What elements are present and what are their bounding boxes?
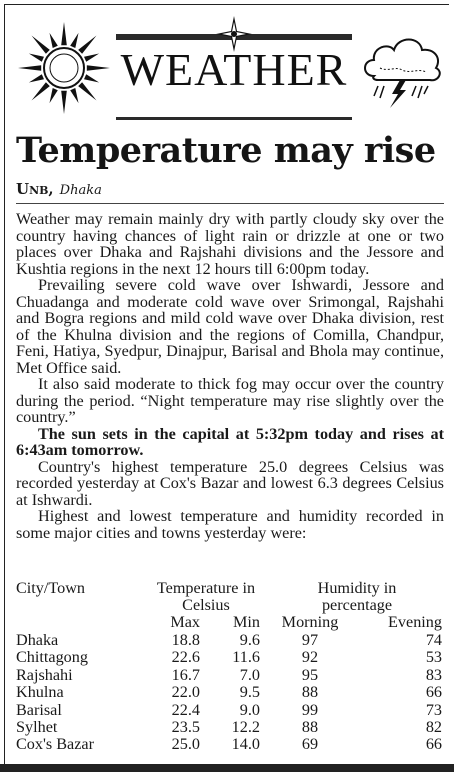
table-row: [16, 667, 444, 684]
masthead: [0, 0, 454, 118]
article-headline: Temperature may rise: [16, 130, 436, 171]
table-row: [16, 684, 444, 701]
cell-morning: 92: [301, 648, 319, 667]
cell-morning: 97: [301, 631, 319, 649]
paragraph: Weather may remain mainly dry with partly cloudy sky over the country having chances of light rain or drizzle at one or two places over Dhaka and Rajshahi divisions and the Jessore and Kushtia regions in the next 12 hours till 6:00pm today.: [16, 210, 444, 278]
table-row: [16, 736, 444, 753]
cell-morning: 88: [301, 717, 319, 736]
cell-city: Cox's Bazar: [16, 735, 94, 754]
col-min-header: Min: [233, 613, 260, 631]
cell-min: 9.5: [239, 683, 260, 702]
wordmark-block: [116, 30, 352, 96]
table-row: [16, 649, 444, 666]
cell-min: 12.2: [231, 717, 260, 736]
cell-max: 18.8: [171, 631, 200, 649]
cell-city: Barisal: [16, 700, 62, 719]
table-row: [16, 632, 444, 649]
cell-evening: 73: [425, 700, 442, 719]
cell-min: 7.0: [239, 665, 260, 684]
table-row: [16, 719, 444, 736]
rain-cloud-icon: [360, 28, 444, 112]
cell-max: 16.7: [171, 665, 200, 684]
paragraph-sun-times: The sun sets in the capital at 5:32pm today and rises at 6:43am tomorrow.: [16, 424, 444, 459]
cell-city: Dhaka: [16, 631, 59, 649]
paragraph: Prevailing severe cold wave over Ishwardi, Jessore and Chuadanga and moderate cold wave over Srimongal, Rajshahi and Bogra regions and mild cold wave over Dhaka division, rest of the Khulna division and the regions of Comilla, Chandpur, Feni, Hatiya, Syedpur, Dinajpur, Barisal and Bhola may continue, Met Office said.: [16, 276, 444, 377]
cell-evening: 66: [425, 735, 442, 754]
paragraph: Country's highest temperature 25.0 degrees Celsius was recorded yesterday at Cox's Bazar and lowest 6.3 degrees Celsius at Ishwardi.: [16, 457, 444, 509]
col-evening-header: Evening: [388, 613, 442, 631]
paragraph: It also said moderate to thick fog may occur over the country during the period. “Night temperature may rise slightly over the country.”: [16, 375, 444, 426]
cell-max: 22.4: [171, 700, 200, 719]
cell-evening: 74: [425, 631, 442, 649]
col-humidity-header-unit: percentage: [321, 596, 393, 614]
cell-evening: 66: [425, 683, 442, 702]
cell-max: 25.0: [171, 735, 200, 754]
cell-min: 9.0: [239, 700, 260, 719]
cell-morning: 69: [301, 735, 319, 754]
article-body: [16, 211, 444, 541]
cell-evening: 53: [425, 648, 442, 667]
weather-table: [16, 632, 444, 754]
cell-max: 22.0: [171, 683, 200, 702]
byline: [16, 180, 102, 200]
cell-morning: 95: [301, 665, 319, 684]
cell-city: Chittagong: [16, 648, 88, 667]
wordmark: WEATHER: [120, 44, 348, 95]
byline-agency: Unb,: [16, 180, 54, 198]
cell-morning: 88: [301, 683, 319, 702]
cell-city: Rajshahi: [16, 665, 73, 684]
col-temp-header-unit: Celsius: [182, 596, 230, 614]
cell-min: 9.6: [239, 631, 260, 649]
col-max-header: Max: [170, 613, 200, 631]
cell-city: Khulna: [16, 683, 64, 702]
wordmark-underline: [116, 117, 352, 120]
cell-max: 22.6: [171, 648, 200, 667]
col-morning-header: Morning: [281, 613, 339, 631]
col-humidity-header: Humidity in: [317, 579, 397, 597]
cell-city: Sylhet: [16, 717, 58, 736]
bottom-border: [0, 764, 454, 772]
byline-rule: [16, 203, 444, 204]
cell-min: 11.6: [232, 648, 260, 667]
table-row: [16, 702, 444, 719]
cell-morning: 99: [301, 700, 319, 719]
sun-icon: [14, 18, 114, 118]
col-temp-header: Temperature in: [156, 579, 256, 597]
paragraph: Highest and lowest temperature and humidity recorded in some major cities and towns yesterday were:: [16, 507, 444, 542]
byline-place: Dhaka: [59, 183, 102, 198]
col-city-header: City/Town: [16, 579, 86, 597]
cell-evening: 83: [425, 665, 442, 684]
cell-evening: 82: [425, 717, 442, 736]
cell-min: 14.0: [231, 735, 260, 754]
cell-max: 23.5: [171, 717, 200, 736]
